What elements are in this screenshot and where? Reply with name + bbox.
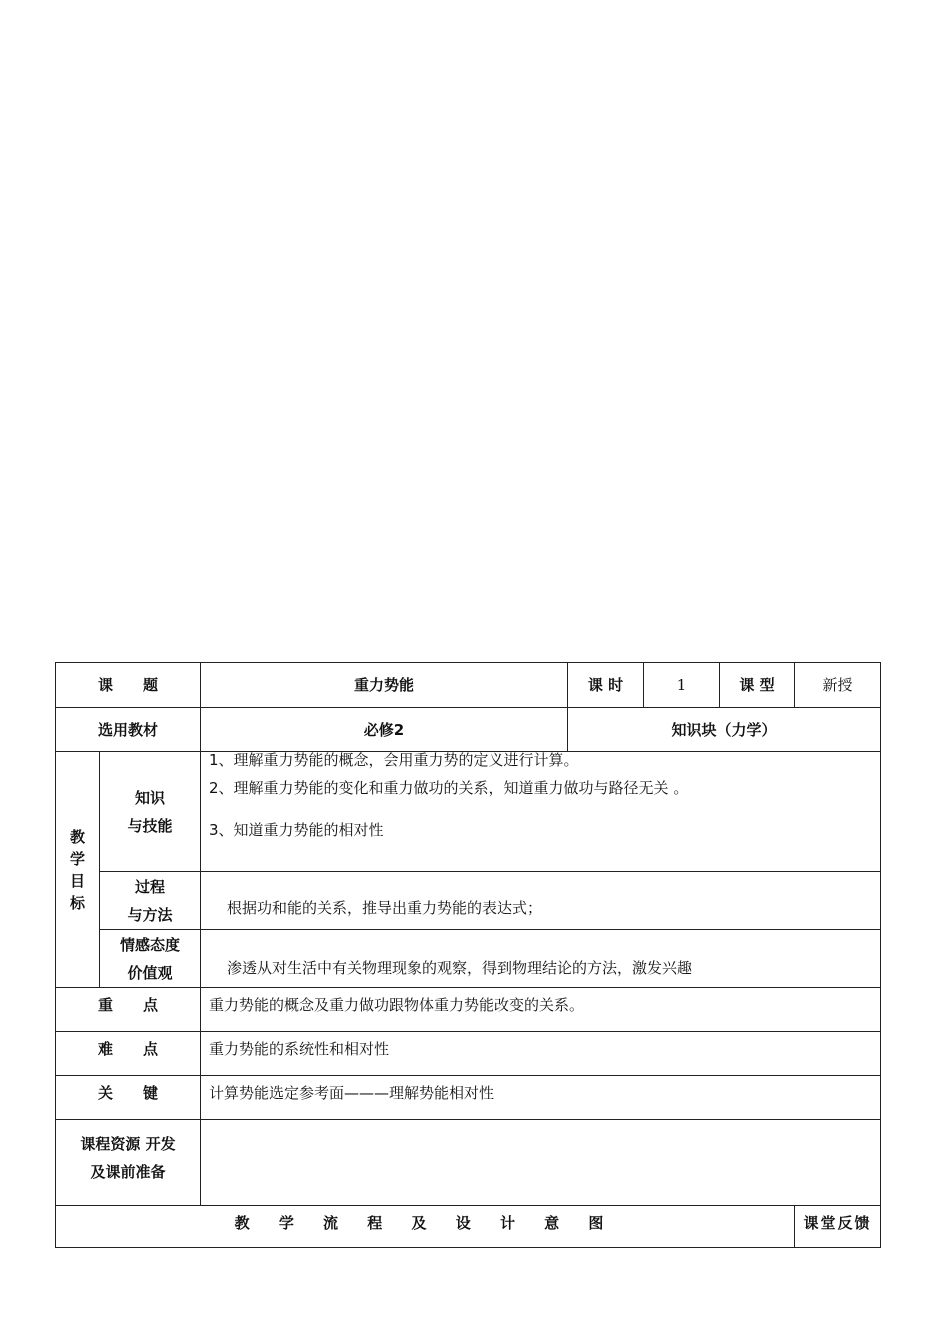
attitude-label — [100, 930, 201, 988]
crux-text: 计算势能选定参考面———理解势能相对性 — [201, 1076, 881, 1120]
flow-header-row — [56, 1206, 881, 1248]
goals-char: 学 — [69, 849, 85, 868]
crux-row — [56, 1076, 881, 1120]
resources-label — [56, 1120, 201, 1206]
module-label: 知识块（力学） — [568, 708, 881, 752]
lesson-plan-table — [55, 662, 881, 1248]
process-content: 根据功和能的关系，推导出重力势能的表达式； — [201, 872, 881, 930]
feedback-label: 课堂反馈 — [795, 1206, 881, 1248]
knowledge-label-line: 知识 — [135, 788, 166, 807]
knowledge-item: 2、理解重力势能的变化和重力做功的关系，知道重力做功与路径无关 。 — [209, 779, 689, 797]
process-label-line: 过程 — [135, 877, 166, 896]
goals-char: 教 — [69, 827, 85, 846]
period-value: 1 — [644, 663, 720, 708]
flow-label: 教 学 流 程 及 设 计 意 图 — [56, 1206, 795, 1248]
knowledge-content — [201, 752, 881, 872]
process-label-line: 与方法 — [127, 905, 173, 924]
difficulty-row — [56, 1032, 881, 1076]
knowledge-item: 3、知道重力势能的相对性 — [209, 821, 384, 839]
period-label: 课 时 — [568, 663, 644, 708]
attitude-content: 渗透从对生活中有关物理现象的观察，得到物理结论的方法，激发兴趣 — [201, 930, 881, 988]
difficulty-label: 难 点 — [56, 1032, 201, 1076]
attitude-label-line: 情感态度 — [120, 935, 181, 954]
resources-row — [56, 1120, 881, 1206]
resources-text — [201, 1120, 881, 1206]
goal-knowledge-row — [56, 752, 881, 872]
goals-group-label — [56, 752, 100, 988]
key-point-row — [56, 988, 881, 1032]
process-label — [100, 872, 201, 930]
key-point-text: 重力势能的概念及重力做功跟物体重力势能改变的关系。 — [201, 988, 881, 1032]
type-label: 课 型 — [720, 663, 795, 708]
type-value: 新授 — [795, 663, 881, 708]
textbook-label: 选用教材 — [56, 708, 201, 752]
attitude-label-line: 价值观 — [127, 963, 173, 982]
goal-process-row — [56, 872, 881, 930]
topic-row — [56, 663, 881, 708]
textbook-value: 必修2 — [201, 708, 568, 752]
resources-label-line: 课程资源 开发 — [80, 1135, 176, 1153]
goals-char: 目 — [69, 871, 85, 890]
goals-char: 标 — [69, 893, 85, 912]
key-point-label: 重 点 — [56, 988, 201, 1032]
textbook-row — [56, 708, 881, 752]
knowledge-item: 1、理解重力势能的概念，会用重力势的定义进行计算。 — [209, 751, 579, 769]
crux-label: 关 键 — [56, 1076, 201, 1120]
topic-value: 重力势能 — [201, 663, 568, 708]
knowledge-label-line: 与技能 — [127, 816, 173, 835]
knowledge-label — [100, 752, 201, 872]
difficulty-text: 重力势能的系统性和相对性 — [201, 1032, 881, 1076]
goal-attitude-row — [56, 930, 881, 988]
topic-label: 课 题 — [56, 663, 201, 708]
resources-label-line: 及课前准备 — [90, 1163, 166, 1181]
